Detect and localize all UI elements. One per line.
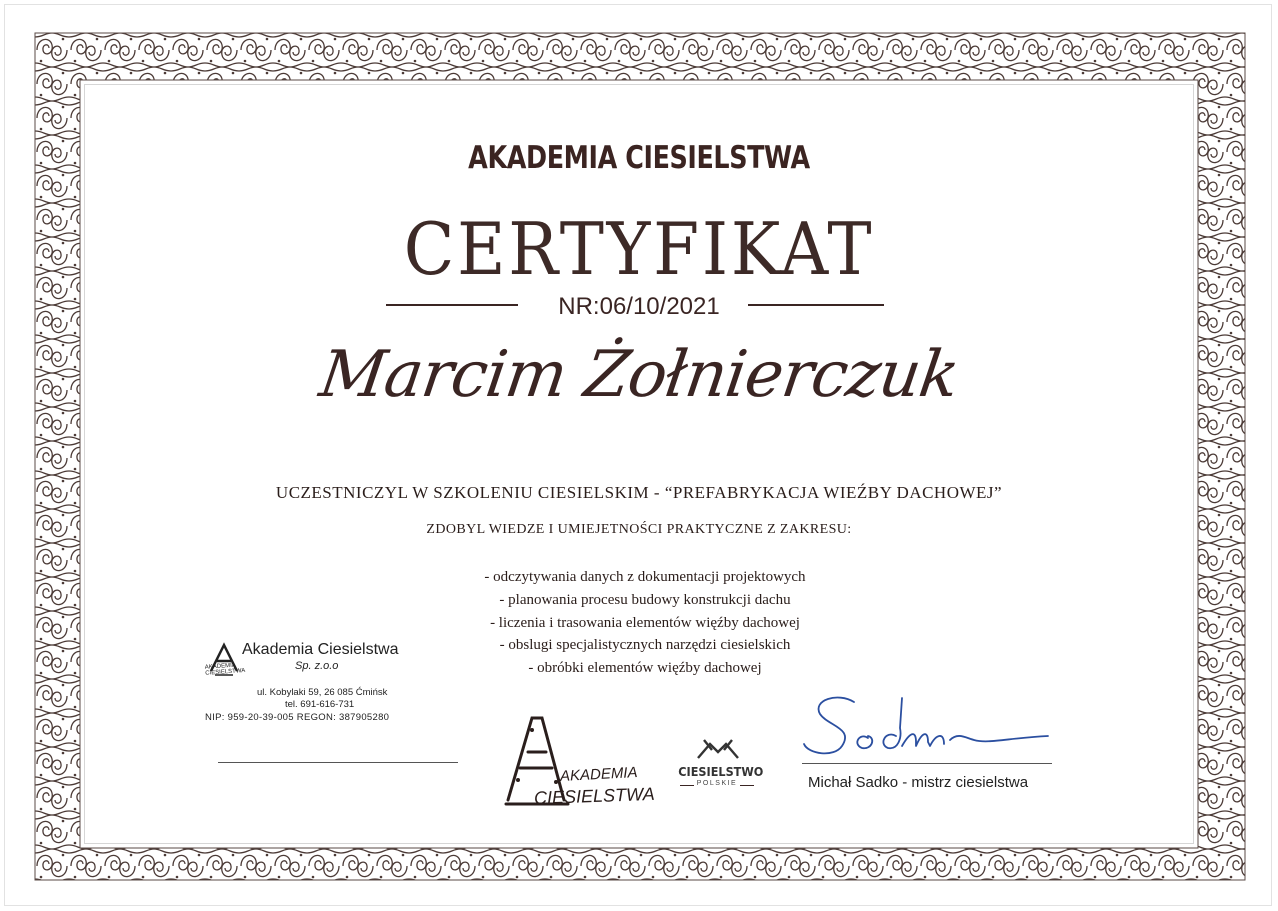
skill-item: - liczenia i trasowania elementów więźby dachowej <box>490 614 800 631</box>
skills-heading: ZDOBYL WIEDZE I UMIEJETNOŚCI PRAKTYCZNE Z ZAKRESU: <box>426 522 852 537</box>
stamp-ids: NIP: 959-20-39-005 REGON: 387905280 <box>205 712 390 723</box>
cp-rule-right <box>740 785 754 786</box>
polish-carpentry-logo-icon <box>696 736 740 762</box>
academy-logo <box>498 710 658 810</box>
academy-logo-line1: AKADEMIA <box>559 763 638 786</box>
stamp-logo-text: AKADEMIA CIESIELSTWA <box>204 662 246 677</box>
polish-carpentry-logo-text: CIESIELSTWO <box>678 764 764 779</box>
recipient-name: Marcim Żołnierczuk <box>315 338 963 412</box>
skill-item: - obróbki elementów więźby dachowej <box>528 660 762 677</box>
skill-item: - obslugi specjalistycznych narzędzi ciesielskich <box>499 637 791 654</box>
skills-list <box>0 566 1278 680</box>
skill-item: - planowania procesu budowy konstrukcji dachu <box>499 591 791 608</box>
certificate-number: NR:06/10/2021 <box>558 293 720 320</box>
stamp-company-form: Sp. z.o.o <box>295 660 339 672</box>
skill-item: - odczytywania danych z dokumentacji projektowych <box>484 569 806 585</box>
polish-carpentry-logo-sub: POLSKIE <box>696 780 738 787</box>
certificate-title: CERTYFIKAT <box>403 207 875 291</box>
right-signature-line <box>802 763 1052 764</box>
signer-name: Michał Sadko - mistrz ciesielstwa <box>808 774 1029 791</box>
company-stamp <box>205 637 445 727</box>
stamp-phone: tel. 691-616-731 <box>285 699 355 710</box>
stamp-address: ul. Kobylaki 59, 26 085 Ćmińsk <box>257 687 388 698</box>
participation-statement: UCZESTNICZYL W SZKOLENIU CIESIELSKIM - “PREFABRYKACJA WIEŹBY DACHOWEJ” <box>275 483 1003 502</box>
academy-logo-line2: CIESIELSTWA <box>533 783 655 809</box>
number-rule-right <box>748 304 884 306</box>
academy-title: AKADEMIA CIESIELSTWA <box>468 140 810 176</box>
left-signature-line <box>218 762 458 763</box>
handwritten-signature <box>798 688 1058 768</box>
stamp-company-name: Akademia Ciesielstwa <box>242 641 399 658</box>
